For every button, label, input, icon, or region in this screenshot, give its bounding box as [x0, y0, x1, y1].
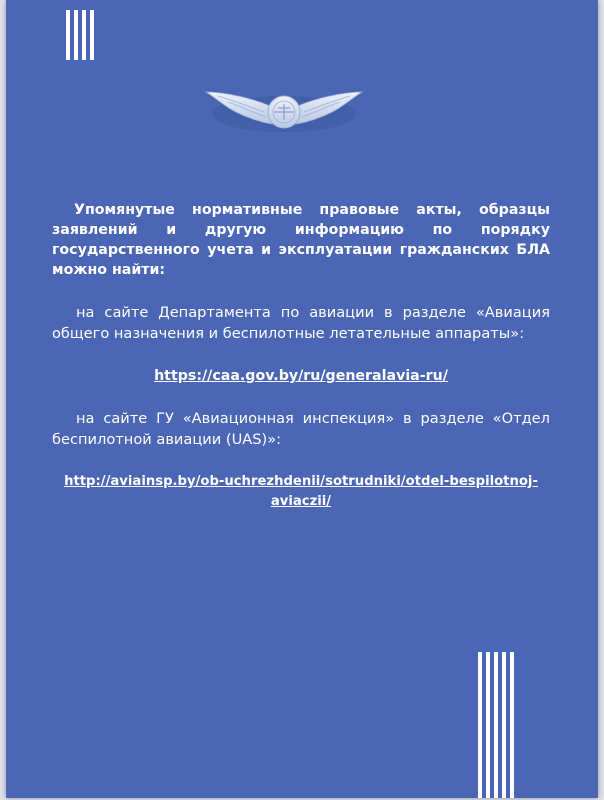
main-content — [52, 200, 550, 512]
caa-link[interactable]: https://caa.gov.by/ru/generalavia-ru/ — [154, 368, 448, 384]
aviainsp-link[interactable]: http://aviainsp.by/ob-uchrezhdenii/sotrudniki/otdel-bespilotnoj-aviaczii/ — [64, 474, 538, 509]
source-description-1: на сайте Департамента по авиации в разделе «Авиация общего назначения и беспилотные летательные аппараты»: — [52, 304, 550, 342]
intro-paragraph: Упомянутые нормативные правовые акты, образцы заявлений и другую информацию по порядку государственного учета и эксплуатации гражданских БЛА можно найти: — [52, 202, 550, 278]
stripes-decor-top-icon — [66, 10, 94, 60]
source-description-2: на сайте ГУ «Авиационная инспекция» в разделе «Отдел беспилотной авиации (UAS)»: — [52, 410, 550, 448]
document-page — [6, 0, 598, 798]
aviation-wings-emblem-icon — [202, 84, 366, 138]
stripes-decor-bottom-icon — [478, 652, 514, 798]
